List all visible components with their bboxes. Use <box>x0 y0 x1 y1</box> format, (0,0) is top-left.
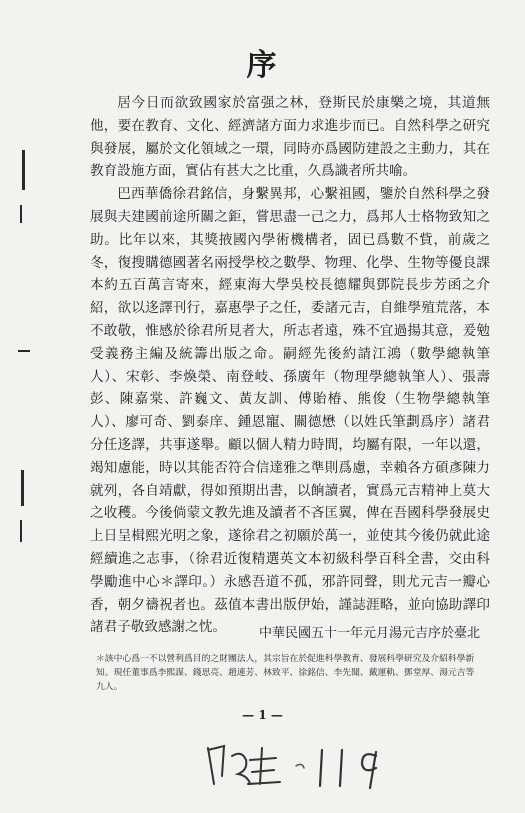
scan-mark-upper <box>20 205 22 223</box>
footnote: ＊該中心爲一不以營利爲目的之財團法人，其宗旨在於促進科學教育、發展科學研究及介紹科學新知。現任董事爲李熙謀、錢思亮、趙連芳、林致平、徐銘信、李先聞、戴運軌、鄧堂厚、湯元吉等九人。 <box>96 654 475 692</box>
signature-line: 中華民國五十一年元月湯元吉序於臺北 <box>258 626 480 641</box>
page-title: 序 <box>246 48 279 83</box>
scan-mark-bottom <box>20 520 22 542</box>
scan-mark-middle <box>18 350 30 352</box>
scan-mark-top <box>22 150 25 190</box>
scan-mark-lower <box>21 470 24 506</box>
paragraph: 居今日而欲致國家於富强之林，登斯民於康樂之境，其道無他，要在教育、文化、經濟諸方面力求進步而已。自然科學之研究與發展，屬於文化領域之一環，同時亦爲國防建設之主動力，其在教育設施方面，實佔有甚大之比重，久爲識者所共喻。 <box>90 95 490 180</box>
page-number: — 1 — <box>242 708 283 722</box>
paragraph: 巴西華僑徐君銘信，身繫異邦，心繫祖國，鑒於自然科學之發展與夫建國前途所關之鉅，嘗思盡一己之力，爲邦人士格物致知之助。比年以來，其獎掖國內學術機構者，固已爲數不貲，前歲之冬，復搜購德國著名兩授學校之數學、物理、化學、生物等優良課本約五百萬言寄來，經東海大學吳校長德耀與鄧院長步芳函之介紹，欲以迻譯刊行，嘉惠學子之任，委諸元吉，自維學殖荒落，本不敢敬，惟感於徐君所見者大，所志者遠，殊不宜過揚其意，爰勉受義務主編及統籌出版之命。嗣經先後約請江鴻（數學總執筆人）、宋彰、李煥榮、南登岐、孫廣年（物理學總執筆人）、張壽彭、陳嘉棠、許巍文、黃友訓、傅貽椿、熊俊（生物學總執筆人）、廖可奇、劉泰庠、鍾恩寵、關德懋（以姓氏筆劃爲序）諸君分任迻譯，共事遂舉。顧以個人精力時間，均屬有限，一年以還，竭知慮能，時以其能否符合信達雅之準則爲慮，幸賴各方碩彥陳力就列，各自靖獻，得如預期出書，以餉讀者，實爲元吉精神上莫大之收穫。今後倘蒙文教先進及讀者不吝匡翼，俾在吾國科學發展史上日呈楫熙光明之象，遂徐君之初願於萬一，並使其今後仍就此途經續進之志事，（徐君近復精選英文本初級科學百科全書，交由科學勵進中心＊譯印。）永感吾道不孤，邪許同聲，則尤元吉一瓣心香，朝夕禱祝者也。茲值本書出版伊始，謹誌涯略，並向協助譯印諸君子敬致感謝之忱。 <box>90 186 490 636</box>
preface-body <box>90 92 490 639</box>
handwritten-note <box>200 736 410 792</box>
